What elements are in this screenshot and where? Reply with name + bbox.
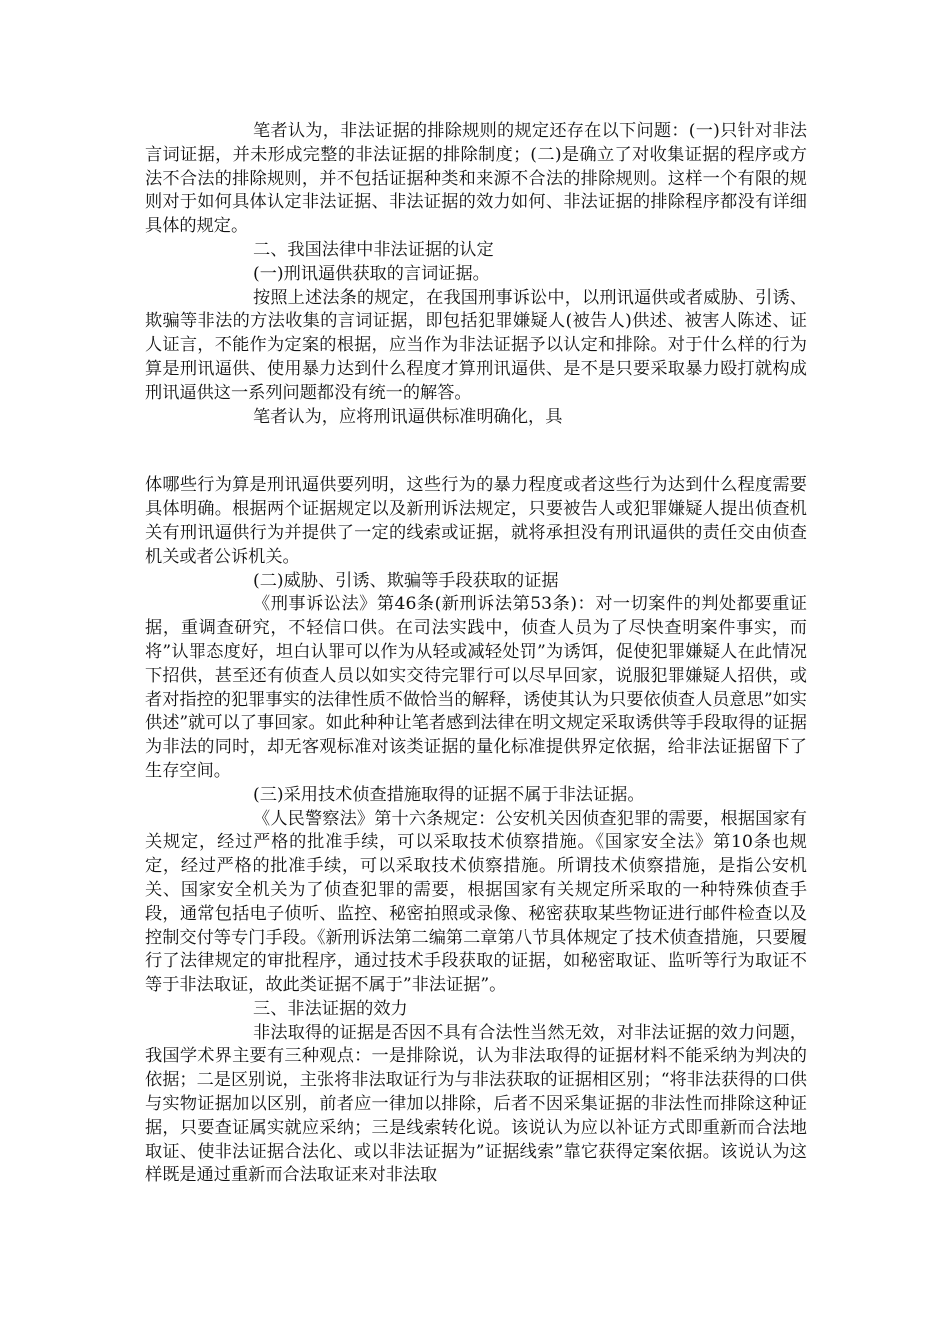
paragraph-gap [145,429,807,474]
subsection-heading: (二)威胁、引诱、欺骗等手段获取的证据 [253,570,559,591]
paragraph: 按照上述法条的规定，在我国刑事诉讼中，以刑讯逼供或者威胁、引诱、欺骗等非法的方法收集的言词证据，即包括犯罪嫌疑人(被告人)供述、被害人陈述、证人证言，不能作为定案的根据，应当作为非法证据予以认定和排除。对于什么样的行为算是刑讯逼供、使用暴力达到什么程度才算刑讯逼供、是不是只要采取暴力殴打就构成刑讯逼供这一系列问题都没有统一的解答。 [145,287,807,403]
subsection-heading: (一)刑讯逼供获取的言词证据。 [253,263,490,284]
paragraph: 笔者认为，应将刑讯逼供标准明确化，具 [253,406,563,427]
paragraph: 体哪些行为算是刑讯逼供要列明，这些行为的暴力程度或者这些行为达到什么程度需要具体明确。根据两个证据规定以及新刑诉法规定，只要被告人或犯罪嫌疑人提出侦查机关有刑讯逼供行为并提供了一定的线索或证据，就将承担没有刑讯逼供的责任交由侦查机关或者公诉机关。 [145,475,807,567]
subsection-heading: (三)采用技术侦查措施取得的证据不属于非法证据。 [253,784,645,805]
paragraph: 笔者认为，非法证据的排除规则的规定还存在以下问题：(一)只针对非法言词证据，并未形成完整的非法证据的排除制度；(二)是确立了对收集证据的程序或方法不合法的排除规则，并不包括证据种类和来源不合法的排除规则。这样一个有限的规则对于如何具体认定非法证据、非法证据的效力如何、非法证据的排除程序都没有详细具体的规定。 [145,121,807,237]
paragraph: 《人民警察法》第十六条规定：公安机关因侦查犯罪的需要，根据国家有关规定，经过严格的批准手续，可以采取技术侦察措施。《国家安全法》第10条也规定，经过严格的批准手续，可以采取技术侦察措施。所谓技术侦察措施，是指公安机关、国家安全机关为了侦查犯罪的需要，根据国家有关规定所采取的一种特殊侦查手段，通常包括电子侦听、监控、秘密拍照或录像、秘密获取某些物证进行邮件检查以及控制交付等专门手段。《新刑诉法第二编第二章第八节具体规定了技术侦查措施，只要履行了法律规定的审批程序，通过技术手段获取的证据，如秘密取证、监听等行为取证不等于非法取证，故此类证据不属于”非法证据”。 [145,808,807,996]
paragraph: 《刑事诉讼法》第46条(新刑诉法第53条)：对一切案件的判处都要重证据，重调查研究，不轻信口供。在司法实践中，侦查人员为了尽快查明案件事实，而将”认罪态度好，坦白认罪可以作为从轻或减轻处罚”为诱饵，促使犯罪嫌疑人在此情况下招供，甚至还有侦查人员以如实交待完罪行可以尽早回家，说服犯罪嫌疑人招供，或者对指控的犯罪事实的法律性质不做恰当的解释，诱使其认为只要依侦查人员意思”如实供述”就可以了事回家。如此种种让笔者感到法律在明文规定采取诱供等手段取得的证据为非法的同时，却无客观标准对该类证据的量化标准提供界定依据，给非法证据留下了生存空间。 [145,594,807,781]
paragraph: 非法取得的证据是否因不具有合法性当然无效，对非法证据的效力问题，我国学术界主要有三种观点：一是排除说，认为非法取得的证据材料不能采纳为判决的依据；二是区别说，主张将非法取证行为与非法获取的证据相区别；“将非法获得的口供与实物证据加以区别，前者应一律加以排除，后者不因采集证据的非法性而排除这种证据，只要查证属实就应采纳；三是线索转化说。该说认为应以补证方式即重新而合法地取证、使非法证据合法化、或以非法证据为”证据线索”靠它获得定案依据。该说认为这样既是通过重新而合法取证来对非法取 [145,1022,807,1186]
section-heading: 三、非法证据的效力 [253,998,408,1019]
section-heading: 二、我国法律中非法证据的认定 [253,239,494,260]
document-body [145,120,807,1188]
